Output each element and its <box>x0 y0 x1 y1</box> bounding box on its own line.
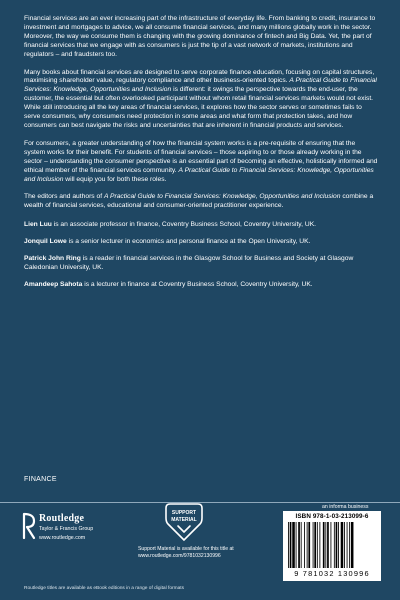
author-name: Patrick John Ring <box>24 255 81 263</box>
barcode <box>283 511 381 581</box>
blurb-text: Financial services are an ever increasing part of the infrastructure of everyday life. From banking to credit, insurance to investment and mortgages to advice, we all consume financial services, and many millions globally work in the sector. Moreover, the way we consume them is changing with the growing dominance of fintech and Big Data. Yet, the part of financial services that we engage with as consumers is just the tip of a vast network of markets, institutions and regulators – and fraudsters too. <box>24 15 376 58</box>
blurb-paragraph-1 <box>24 15 378 60</box>
blurb-text: will equip you for both these roles. <box>63 175 167 183</box>
support-material-badge-icon <box>164 502 204 542</box>
blurb-text: combine a wealth of financial services, educational and consumer-oriented practitioner experience. <box>24 193 374 210</box>
book-title-italic: A Practical Guide to Financial Services: Knowledge, Opportunities and Inclusion <box>103 193 341 201</box>
subject-category: FINANCE <box>24 476 57 483</box>
support-line-2: www.routledge.com/9781032130996 <box>138 552 221 559</box>
book-title-italic: A Practical Guide to Financial Services: Knowledge, Opportunities and Inclusion <box>24 166 374 183</box>
support-line-1: Support Material is available for this title at <box>138 546 234 552</box>
author-bio-text: is a lecturer in finance at Coventry Business School, Coventry University, UK. <box>82 280 313 288</box>
author-bio <box>24 221 378 230</box>
author-name: Jonquil Lowe <box>24 238 67 246</box>
barcode-bars-icon <box>287 522 377 568</box>
author-bio-text: is an associate professor in finance, Coventry Business School, Coventry University, UK. <box>51 221 317 229</box>
ebook-note: Routledge titles are available as eBook editions in a range of digital formats <box>24 586 184 591</box>
publisher-subname: Taylor & Francis Group <box>39 526 94 532</box>
blurb-text: The editors and authors of <box>24 193 104 201</box>
badge-text-mid: MATERIAL <box>171 517 197 523</box>
author-bio <box>24 238 378 247</box>
publisher-url: www.routledge.com <box>39 535 86 541</box>
book-title-italic: A Practical Guide to Financial Services: Knowledge, Opportunities and Inclusion <box>24 77 377 94</box>
blurb <box>24 15 378 298</box>
barcode-digits: 9 781032 130996 <box>294 569 370 578</box>
author-name: Lien Luu <box>24 221 52 229</box>
publisher-name: Routledge <box>39 513 85 524</box>
informa-tagline: an informa business <box>322 504 369 510</box>
support-material-note <box>138 546 262 559</box>
author-bio-text: is a reader in financial services in the Glasgow School for Business and Society at Glasgow Caledonian University, UK. <box>24 255 354 271</box>
blurb-text: For consumers, a greater understanding of how the financial system works is a pre-requisite of ensuring that the system works for their benefit. For students of financial services – those aspiring to or those already working in the sector – understanding the consumer perspective is an essential part of becoming an effective, holistically informed and ethical member of the financial services community. <box>24 139 378 174</box>
blurb-text: Many books about financial services are designed to serve corporate finance education, focusing on capital structures, maximising shareholder value, regulatory compliance and other business-oriented topics. <box>24 68 375 85</box>
blurb-text: is different: it swings the perspective towards the end-user, the customer, the essential but often overlooked participant without whom retail financial services markets would not exist. While still introducing all the key areas of financial services, it explores how the sector serves or sometimes fails to serve consumers, why consumers need protection in some areas and what form that protection takes, and how consumers can best navigate the risks and uncertainties that are inherent in financial products and services. <box>24 86 374 129</box>
blurb-paragraph-3 <box>24 140 378 185</box>
author-bio <box>24 255 378 273</box>
isbn-text: ISBN 978-1-03-213099-6 <box>295 513 369 520</box>
author-name: Amandeep Sahota <box>24 280 83 288</box>
blurb-paragraph-4 <box>24 193 378 211</box>
author-bio-text: is a senior lecturer in economics and personal finance at the Open University, UK. <box>66 238 311 246</box>
routledge-mark-icon <box>22 512 36 540</box>
badge-text-top: SUPPORT <box>171 510 197 516</box>
publisher-logo <box>22 511 132 545</box>
author-bio <box>24 281 378 290</box>
blurb-paragraph-2 <box>24 69 378 131</box>
